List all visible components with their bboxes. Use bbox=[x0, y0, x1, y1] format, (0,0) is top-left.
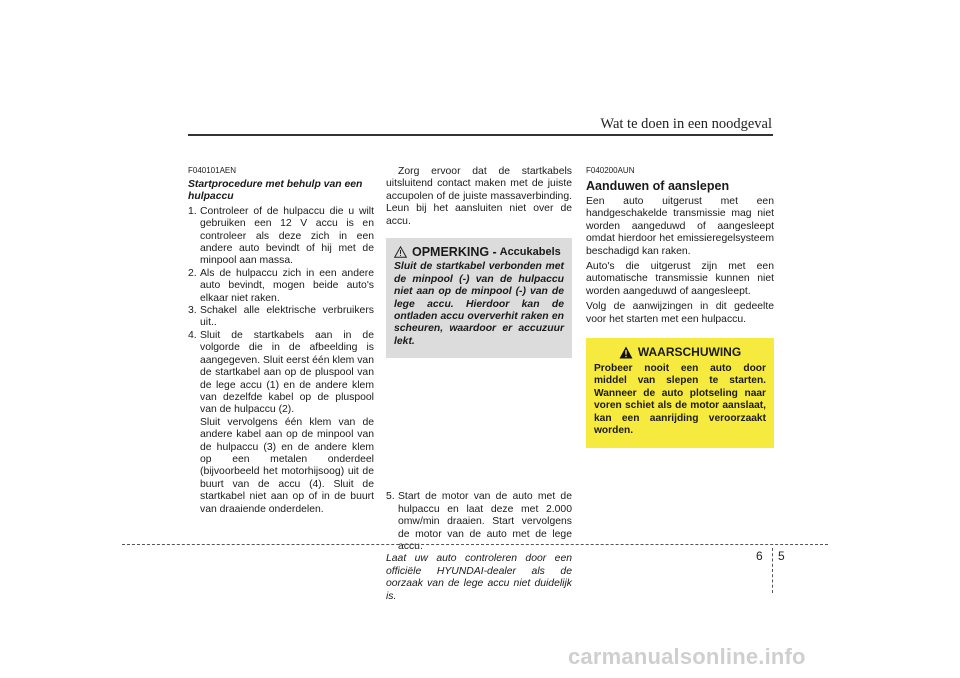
note-box bbox=[386, 238, 572, 358]
note-text: Sluit de startkabel verbonden met de minpool (-) van de hulpaccu niet aan op de minpool (-) van de lege accu. Hierdoor kan de ontladen accu oververhit raken en scheuren, waardoor er accuzuur lekt. bbox=[394, 261, 564, 347]
list-item bbox=[188, 206, 374, 268]
list-item-number: 4. bbox=[188, 329, 197, 341]
section-code: F040200AUN bbox=[586, 166, 635, 175]
list-item-text: Sluit vervolgens één klem van de andere kabel aan op de minpool van de hulpaccu (3) en de andere klem op een metalen onderdeel (bijvoorbeeld het motorhijsoog) uit de buurt van de accu (4). Sluit de startkabel niet aan op of in de buurt van draaiende onderdelen. bbox=[200, 416, 374, 515]
section-subtitle: Startprocedure met behulp van een hulpaccu bbox=[188, 179, 363, 203]
page-number: 5 bbox=[778, 549, 785, 563]
list-item bbox=[188, 330, 374, 417]
list-item-number: 2. bbox=[188, 267, 197, 279]
page-number-divider bbox=[772, 548, 773, 593]
note-title: OPMERKING - bbox=[412, 245, 497, 260]
footer-rule bbox=[122, 544, 828, 545]
list-item-number: 3. bbox=[188, 305, 197, 317]
column-left bbox=[188, 166, 374, 516]
caution-icon bbox=[394, 246, 407, 258]
warning-title: WAARSCHUWING bbox=[637, 345, 742, 360]
intro-paragraph: Zorg ervoor dat de startkabels uitsluitend contact maken met de juiste accupolen of de juiste massaverbinding. Leun bij het aansluiten niet over de accu. bbox=[386, 166, 572, 227]
watermark: carmanualsonline.info bbox=[568, 644, 806, 669]
list-item-text: Als de hulpaccu zich in een andere auto bevindt, mogen beide auto's elkaar niet raken. bbox=[200, 267, 374, 304]
list-item-number: 1. bbox=[188, 205, 197, 217]
note-header bbox=[394, 246, 564, 258]
list-item-continued bbox=[188, 417, 374, 516]
section-title: Wat te doen in een noodgeval bbox=[600, 116, 772, 132]
warning-text: Probeer nooit een auto door middel van slepen te starten. Wanneer de auto plotseling naar voren schiet als de motor aanslaat, kan een aanrijding veroorzaakt worden. bbox=[594, 363, 766, 437]
list-item bbox=[188, 268, 374, 305]
note-subtitle: Accukabels bbox=[499, 246, 561, 259]
chapter-number: 6 bbox=[756, 549, 763, 563]
section-heading: Aanduwen of aanslepen bbox=[586, 179, 730, 193]
column-middle bbox=[386, 166, 572, 603]
paragraph: Een auto uitgerust met een handgeschakelde transmissie mag niet worden aangeduwd of aangesleept omdat hierdoor het emissieregelsysteem beschadigd kan raken. bbox=[586, 196, 774, 257]
column-right bbox=[586, 166, 774, 448]
warning-header bbox=[594, 346, 766, 359]
list-item-text: Schakel alle elektrische verbruikers uit.. bbox=[200, 305, 374, 329]
warning-box bbox=[586, 338, 774, 447]
section-code: F040101AEN bbox=[188, 166, 237, 175]
list-item-text: Controleer of de hulpaccu die u wilt gebruiken een 12 V accu is en controleer als deze zich in een andere auto bevindt of hij met de minpool aan massa. bbox=[200, 205, 374, 267]
paragraph: Auto's die uitgerust zijn met een automatische transmissie kunnen niet worden aangeduwd of aangesleept. bbox=[586, 261, 774, 297]
paragraph: Volg de aanwijzingen in dit gedeelte voor het starten met een hulpaccu. bbox=[586, 301, 774, 325]
header-rule bbox=[188, 134, 773, 136]
warning-icon bbox=[619, 346, 633, 359]
list-item-text: Start de motor van de auto met de hulpaccu en laat deze met 2.000 omw/min draaien. Start vervolgens de motor van de auto met de lege accu. bbox=[398, 491, 572, 552]
list-item bbox=[188, 305, 374, 330]
list-item-number: 5. bbox=[386, 491, 395, 503]
list-item-text: Sluit de startkabels aan in de volgorde die in de afbeelding is aangegeven. Sluit eerst één klem van de startkabel aan op de pluspool van de lege accu (1) en de andere klem van dezelfde kabel op de pluspool van de hulpaccu (2). bbox=[200, 329, 374, 416]
dealer-advice: Laat uw auto controleren door een officiële HYUNDAI-dealer als de oorzaak van de lege accu niet duidelijk is. bbox=[386, 553, 572, 602]
